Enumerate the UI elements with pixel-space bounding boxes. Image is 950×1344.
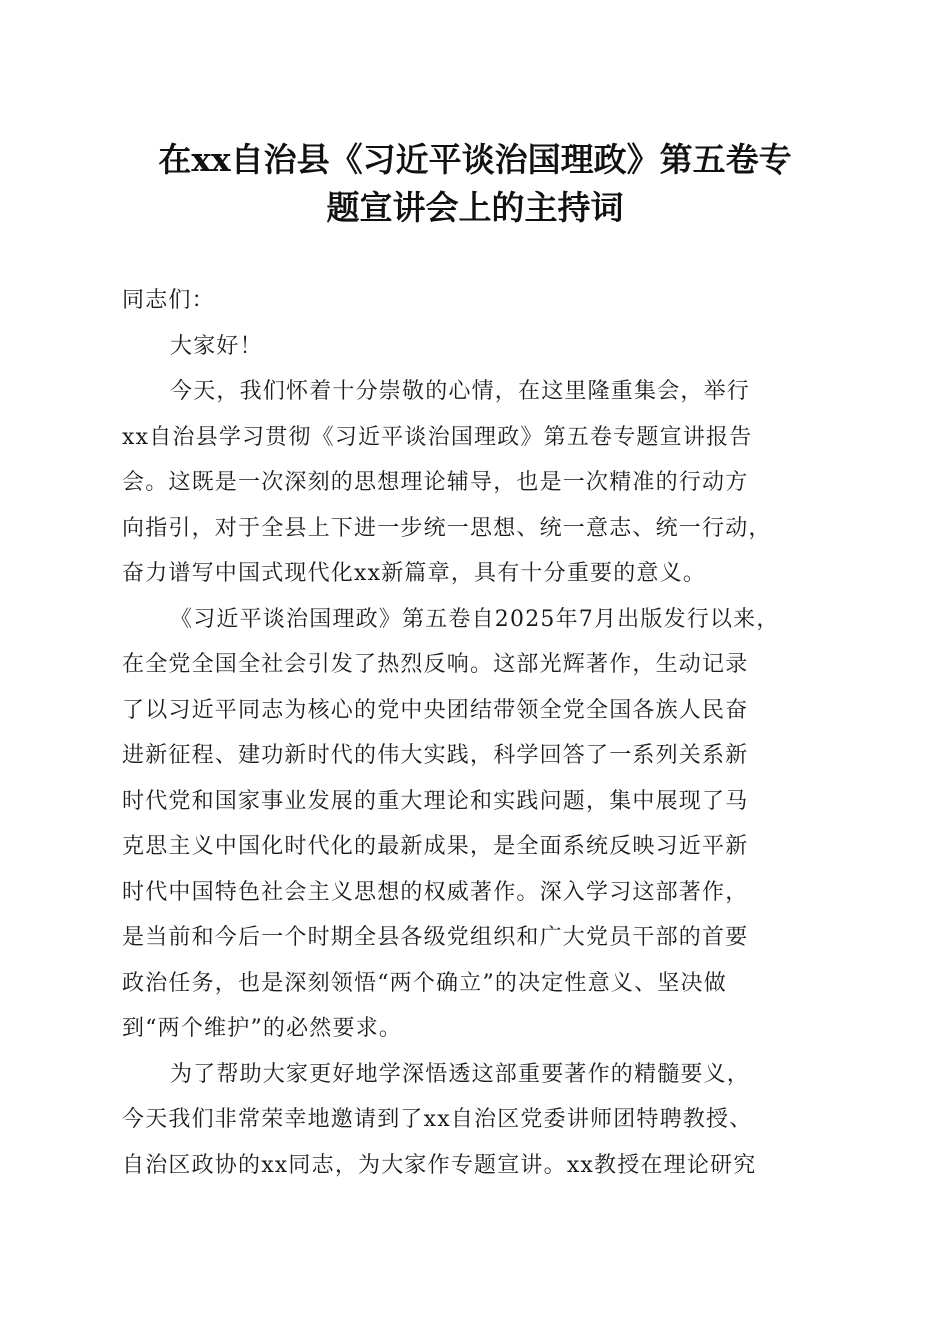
paragraph-2-line: 是当前和今后一个时期全县各级党组织和广大党员干部的首要 (122, 925, 749, 950)
paragraph-2-line: 到“两个维护”的必然要求。 (122, 1016, 403, 1041)
greeting: 同志们： (122, 288, 215, 313)
paragraph-3-line: 为了帮助大家更好地学深悟透这部重要著作的精髓要义， (170, 1061, 751, 1087)
paragraph-1-line: 会。这既是一次深刻的思想理论辅导，也是一次精准的行动方 (122, 470, 749, 495)
document-title (100, 136, 850, 232)
title-line-2: 题宣讲会上的主持词 (326, 188, 624, 227)
salutation: 大家好！ (170, 333, 263, 359)
paragraph-1-line: xx自治县学习贯彻《习近平谈治国理政》第五卷专题宣讲报告 (122, 424, 753, 450)
title-line-1: 在xx自治县《习近平谈治国理政》第五卷专 (158, 140, 792, 179)
paragraph-3-line: 今天我们非常荣幸地邀请到了xx自治区党委讲师团特聘教授、 (122, 1107, 753, 1132)
paragraph-2-line: 政治任务，也是深刻领悟“两个确立”的决定性意义、坚决做 (122, 970, 727, 996)
paragraph-2-line: 了以习近平同志为核心的党中央团结带领全党全国各族人民奋 (122, 697, 749, 723)
paragraph-3-line: 自治区政协的xx同志，为大家作专题宣讲。xx教授在理论研究 (122, 1152, 757, 1178)
paragraph-1-line: 向指引，对于全县上下进一步统一思想、统一意志、统一行动， (122, 515, 772, 541)
paragraph-2-line: 克思主义中国化时代化的最新成果，是全面系统反映习近平新 (122, 834, 749, 859)
paragraph-2-line: 时代中国特色社会主义思想的权威著作。深入学习这部著作， (122, 879, 749, 905)
document-body (122, 278, 842, 1188)
paragraph-2-line: 在全党全国全社会引发了热烈反响。这部光辉著作，生动记录 (122, 652, 749, 677)
paragraph-1-line: 今天，我们怀着十分崇敬的心情，在这里隆重集会，举行 (170, 379, 751, 404)
paragraph-2-line: 时代党和国家事业发展的重大理论和实践问题，集中展现了马 (122, 788, 749, 814)
paragraph-2-line: 进新征程、建功新时代的伟大实践，科学回答了一系列关系新 (122, 743, 749, 768)
paragraph-1-line: 奋力谱写中国式现代化xx新篇章，具有十分重要的意义。 (122, 561, 707, 586)
paragraph-2-line: 《习近平谈治国理政》第五卷自2025年7月出版发行以来， (170, 606, 780, 632)
